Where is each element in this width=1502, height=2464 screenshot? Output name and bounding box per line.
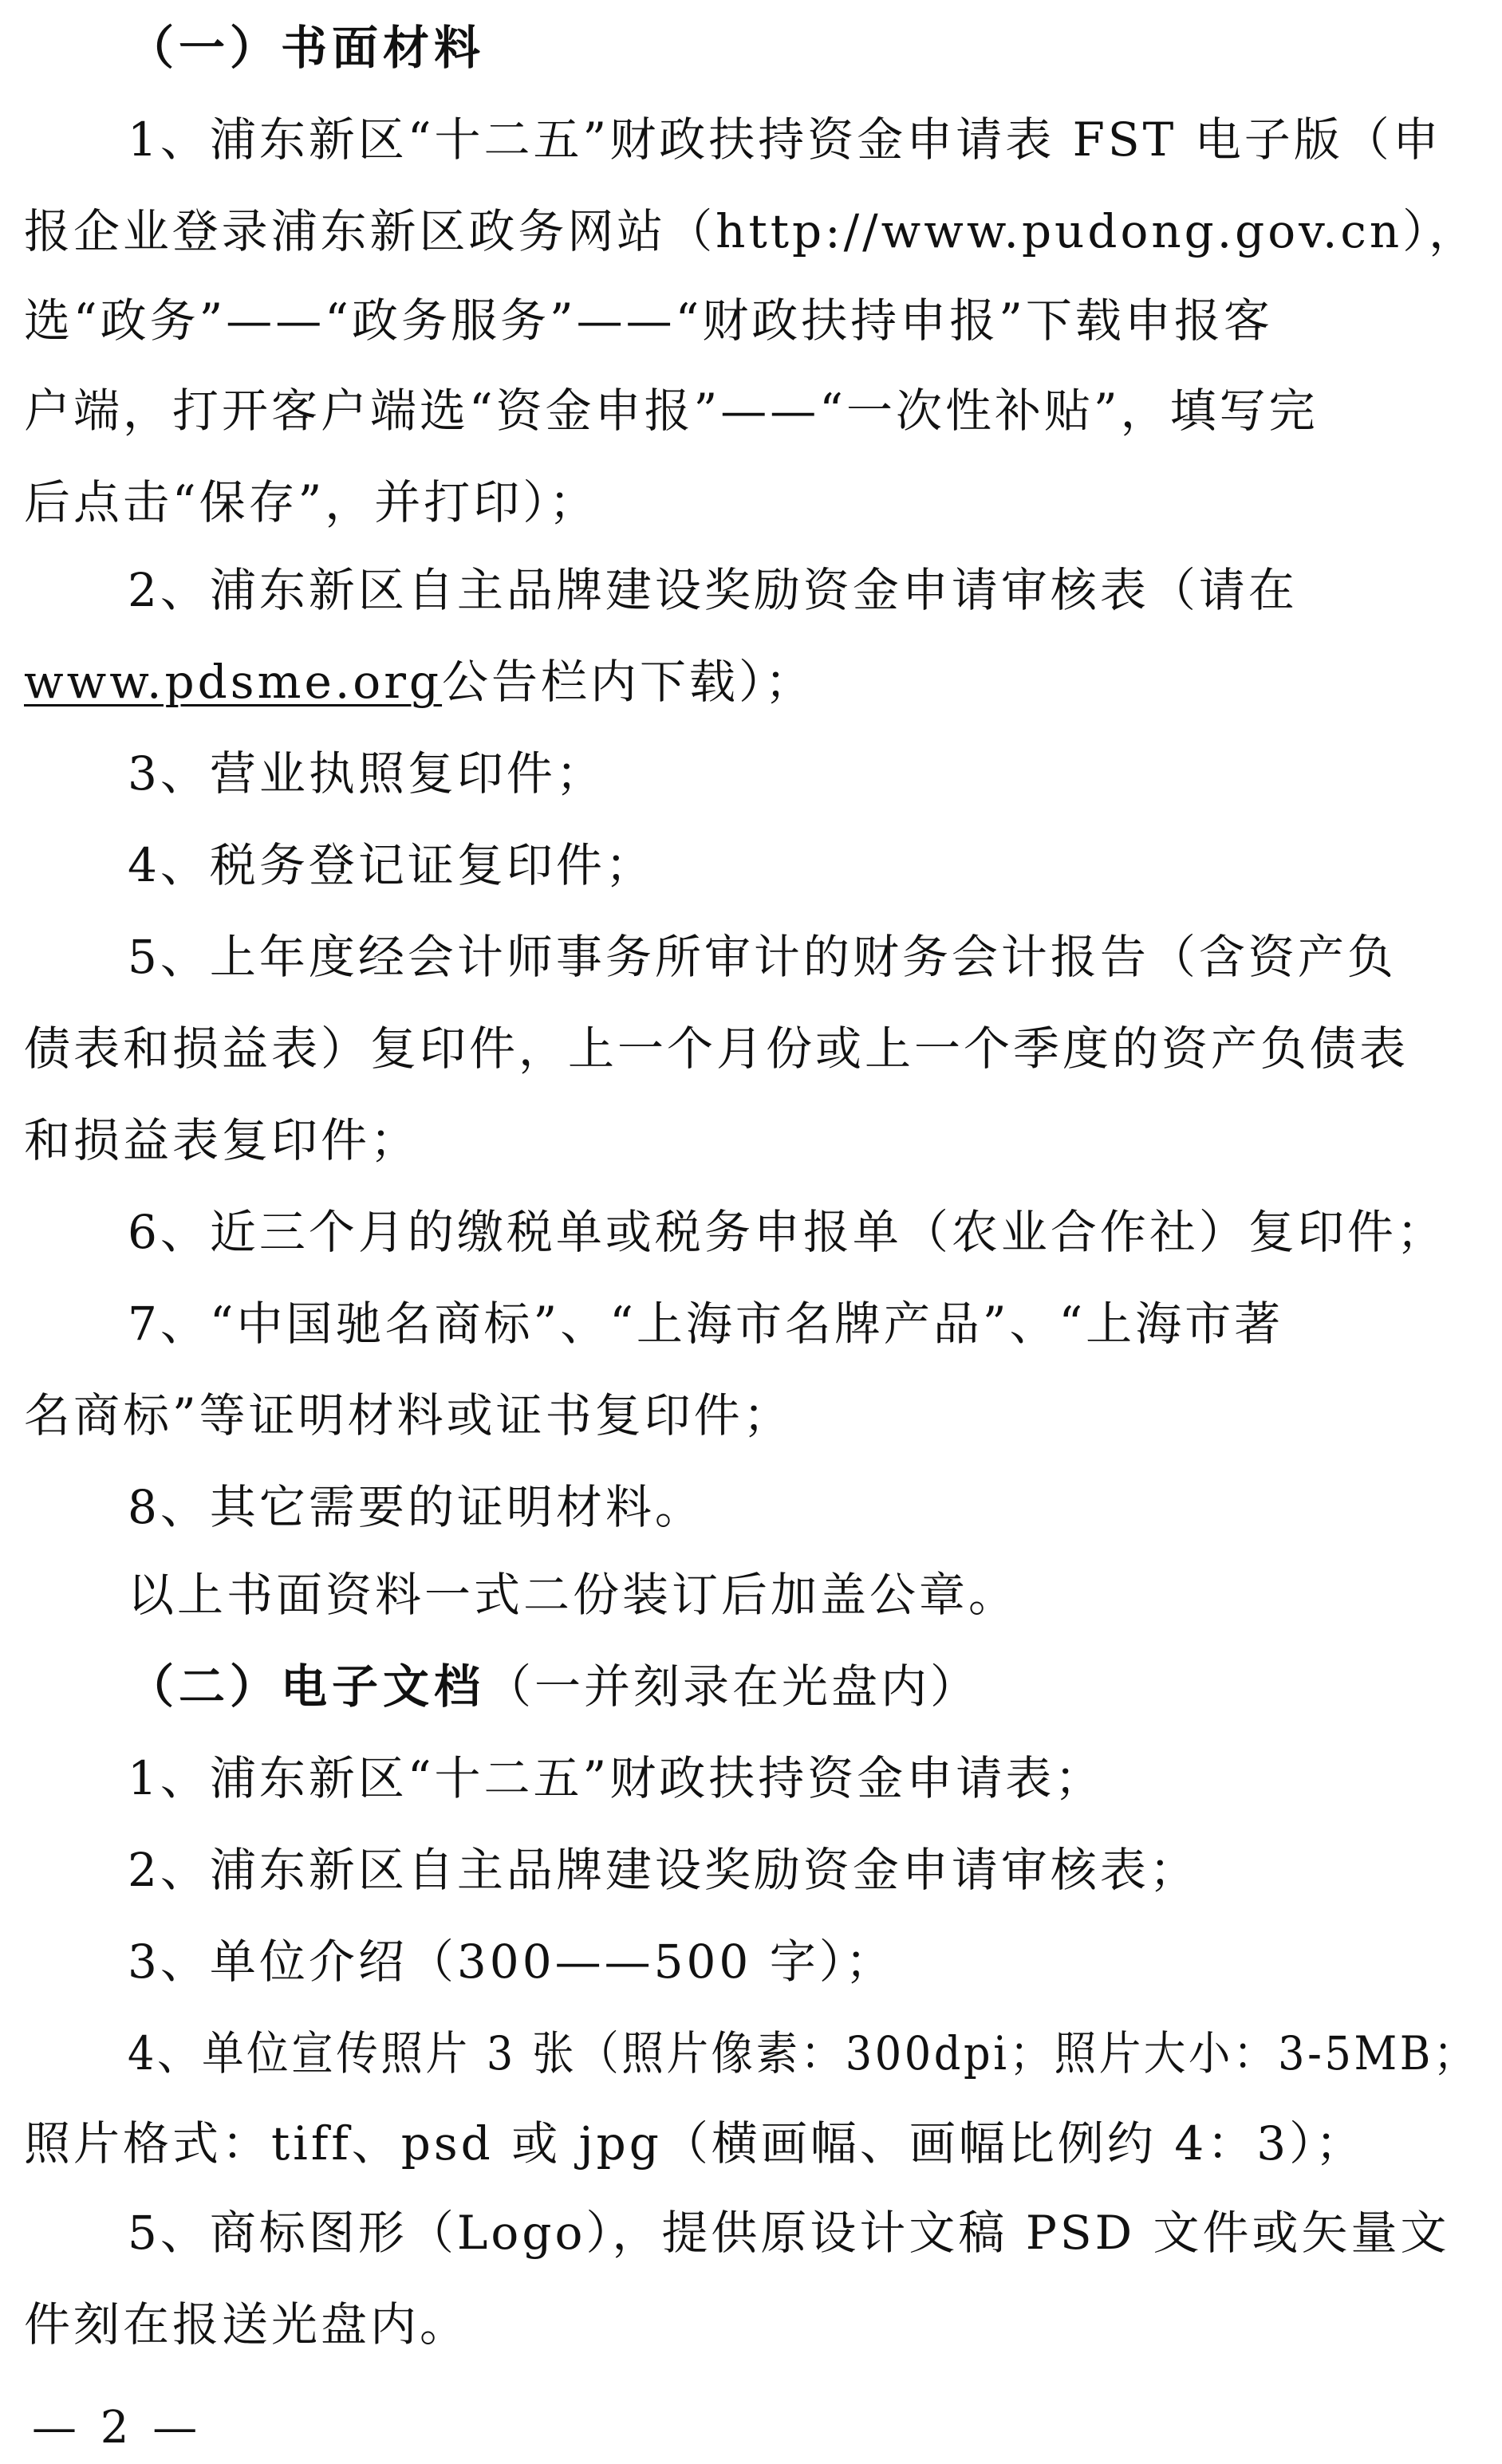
s1-item7-line2: 名商标”等证明材料或证书复印件； [24,1388,793,1443]
section2-title-note: （一并刻录在光盘内） [485,1659,980,1714]
s1-item1-line1: 1、浦东新区“十二五”财政扶持资金申请表 FST 电子版（申 [128,112,1442,167]
s1-item5-line3: 和损益表复印件； [24,1113,420,1167]
s1-item6: 6、近三个月的缴税单或税务申报单（农业合作社）复印件； [128,1205,1446,1259]
s2-item1: 1、浦东新区“十二五”财政扶持资金申请表； [128,1751,1105,1805]
s1-item5-line1: 5、上年度经会计师事务所审计的财务会计报告（含资产负 [128,930,1397,984]
page-number: — 2 — [32,2402,203,2454]
s2-item2: 2、浦东新区自主品牌建设奖励资金申请审核表； [128,1843,1199,1897]
s2-item5-line2: 件刻在报送光盘内。 [24,2297,470,2352]
s1-item2-line1: 2、浦东新区自主品牌建设奖励资金申请审核表（请在 [128,563,1298,617]
s1-item1-line5: 后点击“保存”，并打印）； [24,475,599,529]
s1-item1-line3: 选“政务”——“政务服务”——“财政扶持申报”下载申报客 [24,293,1273,348]
s1-item5-line2: 债表和损益表）复印件，上一个月份或上一个季度的资产负债表 [24,1021,1409,1076]
s1-item3: 3、营业执照复印件； [128,746,605,801]
s1-item1-line4: 户端，打开客户端选“资金申报”——“一次性补贴”，填写完 [24,384,1319,438]
s1-item7-line1: 7、“中国驰名商标”、“上海市名牌产品”、“上海市著 [128,1297,1284,1351]
s1-item2-line2 [24,650,814,714]
s1-item8: 8、其它需要的证明材料。 [128,1480,704,1534]
section2-title [128,1655,980,1718]
s1-item4: 4、税务登记证复印件； [128,838,655,892]
section1-title: （一）书面材料 [128,21,486,75]
s2-item5-line1: 5、商标图形（Logo），提供原设计文稿 PSD 文件或矢量文 [128,2206,1450,2260]
s2-item4-line2: 照片格式：tiff、psd 或 jpg（横画幅、画幅比例约 4：3）； [24,2116,1366,2171]
s2-item3: 3、单位介绍（300——500 字）； [128,1935,895,1989]
s1-item2-line2-rest: 公告栏内下载）； [442,655,815,709]
pdsme-link[interactable]: www.pdsme.org [24,655,443,709]
s1-note: 以上书面资料一式二份装订后加盖公章。 [128,1568,1019,1622]
s1-item1-line2: 报企业登录浦东新区政务网站（http://www.pudong.gov.cn）， [24,204,1479,258]
section2-title-main: （二）电子文档 [128,1659,486,1714]
s2-item4-line1: 4、单位宣传照片 3 张（照片像素：300dpi；照片大小：3-5MB； [128,2026,1479,2080]
